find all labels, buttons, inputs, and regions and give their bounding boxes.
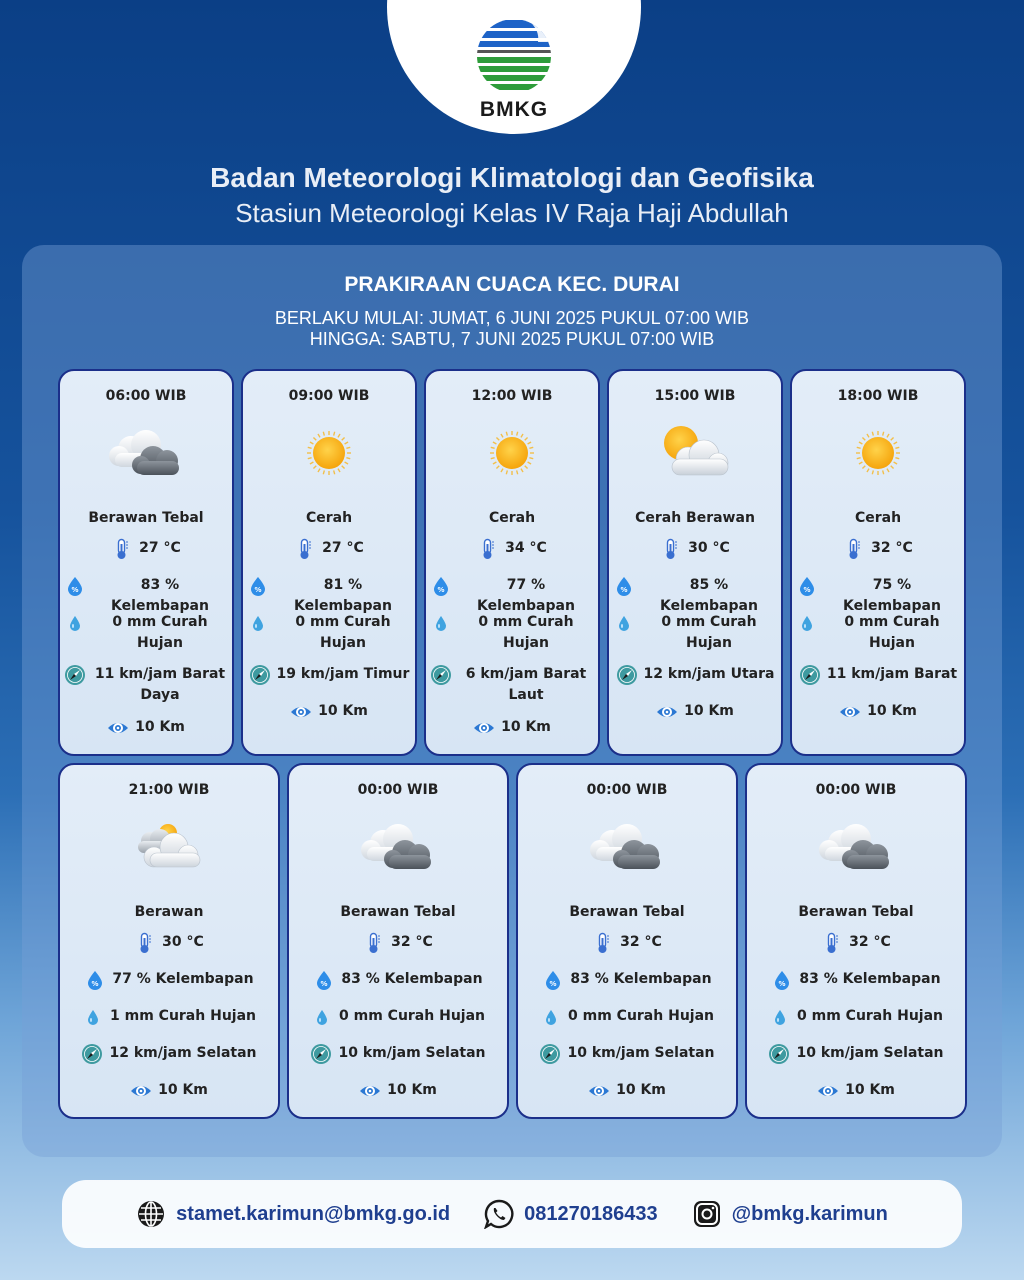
wind-value: 10 km/jam Selatan bbox=[338, 1045, 486, 1061]
wind-row bbox=[64, 664, 228, 706]
humidity-value: 77 % Kelembapan bbox=[477, 577, 575, 614]
forecast-card bbox=[790, 369, 966, 756]
thermometer-icon bbox=[363, 932, 385, 954]
temperature-row bbox=[64, 932, 274, 954]
humidity-value: 81 % Kelembapan bbox=[294, 577, 392, 614]
wind-value: 11 km/jam Barat bbox=[826, 666, 958, 682]
temperature-row bbox=[64, 538, 228, 560]
svg-text:%: % bbox=[620, 586, 628, 594]
logo-text: BMKG bbox=[479, 98, 549, 121]
rainfall-row bbox=[64, 612, 228, 654]
raindrop-icon bbox=[247, 612, 269, 634]
forecast-card bbox=[745, 763, 967, 1119]
visibility-row bbox=[293, 1080, 503, 1102]
humidity-value: 83 % Kelembapan bbox=[570, 971, 712, 987]
weather-condition: Berawan Tebal bbox=[340, 904, 456, 920]
period-time: 15:00 WIB bbox=[654, 388, 736, 404]
thermometer-icon bbox=[843, 538, 865, 560]
thermometer-icon bbox=[134, 932, 156, 954]
visibility-row bbox=[522, 1080, 732, 1102]
period-time: 00:00 WIB bbox=[586, 782, 668, 798]
visibility-eye-icon bbox=[656, 701, 678, 723]
svg-text:%: % bbox=[778, 980, 786, 988]
wind-row bbox=[64, 1043, 274, 1065]
footer-instagram[interactable] bbox=[692, 1199, 888, 1229]
raindrop-icon bbox=[430, 612, 452, 634]
temperature-value: 30 °C bbox=[688, 540, 730, 556]
period-time: 00:00 WIB bbox=[357, 782, 439, 798]
temperature-row bbox=[247, 538, 411, 560]
temperature-value: 32 °C bbox=[849, 934, 891, 950]
svg-text:%: % bbox=[71, 586, 79, 594]
bmkg-logo bbox=[387, 0, 641, 134]
temperature-row bbox=[796, 538, 960, 560]
svg-text:%: % bbox=[320, 980, 328, 988]
instagram-text: @bmkg.karimun bbox=[731, 1202, 888, 1225]
humidity-row bbox=[293, 969, 503, 991]
visibility-row bbox=[64, 1080, 274, 1102]
svg-text:%: % bbox=[91, 980, 99, 988]
visibility-value: 10 Km bbox=[845, 1082, 895, 1098]
humidity-row bbox=[247, 575, 411, 617]
raindrop-icon bbox=[82, 1006, 104, 1028]
email-text: stamet.karimun@bmkg.go.id bbox=[176, 1202, 451, 1225]
wind-value: 12 km/jam Utara bbox=[643, 666, 775, 682]
visibility-value: 10 Km bbox=[318, 703, 368, 719]
wind-value: 11 km/jam Barat Daya bbox=[94, 666, 226, 703]
temperature-row bbox=[751, 932, 961, 954]
thermometer-icon bbox=[294, 538, 316, 560]
humidity-icon bbox=[613, 575, 635, 597]
humidity-icon bbox=[542, 969, 564, 991]
raindrop-icon bbox=[540, 1006, 562, 1028]
sun-cloud-icon bbox=[650, 423, 740, 483]
visibility-row bbox=[796, 701, 960, 723]
wind-value: 6 km/jam Barat Laut bbox=[465, 666, 587, 703]
weather-condition: Berawan bbox=[134, 904, 204, 920]
humidity-icon bbox=[771, 969, 793, 991]
humidity-value: 77 % Kelembapan bbox=[112, 971, 254, 987]
humidity-row bbox=[796, 575, 960, 617]
period-time: 00:00 WIB bbox=[815, 782, 897, 798]
humidity-icon bbox=[84, 969, 106, 991]
period-time: 09:00 WIB bbox=[288, 388, 370, 404]
thermometer-icon bbox=[821, 932, 843, 954]
svg-text:%: % bbox=[549, 980, 557, 988]
rainfall-row bbox=[430, 612, 594, 654]
period-time: 18:00 WIB bbox=[837, 388, 919, 404]
forecast-card bbox=[58, 369, 234, 756]
period-time: 21:00 WIB bbox=[128, 782, 210, 798]
wind-compass-icon bbox=[768, 1043, 790, 1065]
humidity-icon bbox=[796, 575, 818, 597]
svg-text:%: % bbox=[437, 586, 445, 594]
sun-icon bbox=[467, 423, 557, 483]
wind-value: 10 km/jam Selatan bbox=[796, 1045, 944, 1061]
visibility-value: 10 Km bbox=[501, 719, 551, 735]
wind-compass-icon bbox=[616, 664, 638, 686]
raindrop-icon bbox=[613, 612, 635, 634]
rainfall-value: 0 mm Curah Hujan bbox=[797, 1008, 943, 1024]
wind-compass-icon bbox=[64, 664, 86, 686]
rainfall-value: 0 mm Curah Hujan bbox=[844, 614, 940, 651]
visibility-value: 10 Km bbox=[616, 1082, 666, 1098]
cloudy-icon bbox=[124, 817, 214, 877]
humidity-value: 83 % Kelembapan bbox=[111, 577, 209, 614]
instagram-icon bbox=[692, 1199, 722, 1229]
sun-icon bbox=[284, 423, 374, 483]
temperature-row bbox=[613, 538, 777, 560]
humidity-row bbox=[430, 575, 594, 617]
temperature-value: 32 °C bbox=[871, 540, 913, 556]
rainfall-value: 1 mm Curah Hujan bbox=[110, 1008, 256, 1024]
rainfall-row bbox=[293, 1006, 503, 1028]
visibility-row bbox=[613, 701, 777, 723]
humidity-row bbox=[613, 575, 777, 617]
rainfall-value: 0 mm Curah Hujan bbox=[568, 1008, 714, 1024]
wind-compass-icon bbox=[81, 1043, 103, 1065]
overcast-cloud-icon bbox=[353, 817, 443, 877]
rainfall-value: 0 mm Curah Hujan bbox=[661, 614, 757, 651]
temperature-value: 32 °C bbox=[620, 934, 662, 950]
humidity-row bbox=[522, 969, 732, 991]
raindrop-icon bbox=[64, 612, 86, 634]
period-time: 12:00 WIB bbox=[471, 388, 553, 404]
wind-row bbox=[751, 1043, 961, 1065]
raindrop-icon bbox=[311, 1006, 333, 1028]
rainfall-row bbox=[522, 1006, 732, 1028]
humidity-icon bbox=[430, 575, 452, 597]
wind-compass-icon bbox=[249, 664, 271, 686]
sun-icon bbox=[833, 423, 923, 483]
temperature-row bbox=[430, 538, 594, 560]
wind-row bbox=[522, 1043, 732, 1065]
raindrop-icon bbox=[769, 1006, 791, 1028]
temperature-value: 30 °C bbox=[162, 934, 204, 950]
forecast-card bbox=[58, 763, 280, 1119]
weather-condition: Cerah bbox=[488, 510, 536, 526]
visibility-eye-icon bbox=[473, 717, 495, 739]
valid-from: BERLAKU MULAI: JUMAT, 6 JUNI 2025 PUKUL 07:00 WIB bbox=[274, 308, 750, 328]
rainfall-value: 0 mm Curah Hujan bbox=[112, 614, 208, 651]
wind-row bbox=[430, 664, 594, 706]
visibility-eye-icon bbox=[359, 1080, 381, 1102]
rainfall-value: 0 mm Curah Hujan bbox=[295, 614, 391, 651]
humidity-icon bbox=[64, 575, 86, 597]
temperature-value: 27 °C bbox=[139, 540, 181, 556]
thermometer-icon bbox=[592, 932, 614, 954]
visibility-row bbox=[247, 701, 411, 723]
forecast-card bbox=[241, 369, 417, 756]
visibility-eye-icon bbox=[290, 701, 312, 723]
wind-compass-icon bbox=[310, 1043, 332, 1065]
weather-condition: Cerah Berawan bbox=[635, 510, 755, 526]
forecast-card bbox=[516, 763, 738, 1119]
visibility-value: 10 Km bbox=[158, 1082, 208, 1098]
wind-value: 19 km/jam Timur bbox=[276, 666, 410, 682]
weather-condition: Cerah bbox=[854, 510, 902, 526]
thermometer-icon bbox=[660, 538, 682, 560]
wind-row bbox=[247, 664, 411, 686]
overcast-cloud-icon bbox=[582, 817, 672, 877]
visibility-value: 10 Km bbox=[387, 1082, 437, 1098]
forecast-card bbox=[287, 763, 509, 1119]
temperature-row bbox=[293, 932, 503, 954]
globe-icon bbox=[136, 1199, 166, 1229]
wind-compass-icon bbox=[539, 1043, 561, 1065]
humidity-value: 85 % Kelembapan bbox=[660, 577, 758, 614]
footer-phone[interactable] bbox=[484, 1199, 657, 1229]
rainfall-row bbox=[247, 612, 411, 654]
visibility-eye-icon bbox=[130, 1080, 152, 1102]
temperature-value: 34 °C bbox=[505, 540, 547, 556]
wind-row bbox=[796, 664, 960, 686]
footer-contact-bar bbox=[62, 1180, 962, 1248]
wind-compass-icon bbox=[430, 664, 452, 686]
footer-email[interactable] bbox=[136, 1199, 450, 1229]
wind-row bbox=[293, 1043, 503, 1065]
forecast-card bbox=[424, 369, 600, 756]
thermometer-icon bbox=[111, 538, 133, 560]
wind-row bbox=[613, 664, 777, 686]
thermometer-icon bbox=[477, 538, 499, 560]
raindrop-icon bbox=[796, 612, 818, 634]
weather-condition: Berawan Tebal bbox=[569, 904, 685, 920]
humidity-icon bbox=[247, 575, 269, 597]
overcast-cloud-icon bbox=[101, 423, 191, 483]
humidity-value: 83 % Kelembapan bbox=[799, 971, 941, 987]
weather-condition: Berawan Tebal bbox=[798, 904, 914, 920]
wind-value: 12 km/jam Selatan bbox=[109, 1045, 257, 1061]
period-time: 06:00 WIB bbox=[105, 388, 187, 404]
agency-name: Badan Meteorologi Klimatologi dan Geofisika bbox=[210, 162, 814, 193]
visibility-row bbox=[64, 717, 228, 739]
rainfall-row bbox=[613, 612, 777, 654]
whatsapp-icon bbox=[484, 1199, 514, 1229]
humidity-row bbox=[64, 575, 228, 617]
temperature-value: 32 °C bbox=[391, 934, 433, 950]
rainfall-row bbox=[796, 612, 960, 654]
svg-text:%: % bbox=[254, 586, 262, 594]
humidity-row bbox=[751, 969, 961, 991]
temperature-row bbox=[522, 932, 732, 954]
visibility-value: 10 Km bbox=[135, 719, 185, 735]
forecast-title: PRAKIRAAN CUACA KEC. DURAI bbox=[344, 273, 680, 296]
weather-condition: Berawan Tebal bbox=[88, 510, 204, 526]
visibility-eye-icon bbox=[107, 717, 129, 739]
humidity-value: 83 % Kelembapan bbox=[341, 971, 483, 987]
visibility-row bbox=[751, 1080, 961, 1102]
forecast-card bbox=[607, 369, 783, 756]
overcast-cloud-icon bbox=[811, 817, 901, 877]
visibility-value: 10 Km bbox=[684, 703, 734, 719]
humidity-row bbox=[64, 969, 274, 991]
rainfall-row bbox=[64, 1006, 274, 1028]
visibility-eye-icon bbox=[588, 1080, 610, 1102]
visibility-eye-icon bbox=[817, 1080, 839, 1102]
wind-compass-icon bbox=[799, 664, 821, 686]
valid-until: HINGGA: SABTU, 7 JUNI 2025 PUKUL 07:00 WIB bbox=[309, 329, 715, 349]
bmkg-emblem-icon bbox=[468, 18, 560, 94]
svg-text:%: % bbox=[803, 586, 811, 594]
weather-condition: Cerah bbox=[305, 510, 353, 526]
wind-value: 10 km/jam Selatan bbox=[567, 1045, 715, 1061]
rainfall-row bbox=[751, 1006, 961, 1028]
rainfall-value: 0 mm Curah Hujan bbox=[339, 1008, 485, 1024]
phone-text: 081270186433 bbox=[524, 1202, 658, 1225]
humidity-value: 75 % Kelembapan bbox=[843, 577, 941, 614]
rainfall-value: 0 mm Curah Hujan bbox=[478, 614, 574, 651]
visibility-value: 10 Km bbox=[867, 703, 917, 719]
visibility-row bbox=[430, 717, 594, 739]
visibility-eye-icon bbox=[839, 701, 861, 723]
station-name: Stasiun Meteorologi Kelas IV Raja Haji Abdullah bbox=[235, 198, 789, 228]
humidity-icon bbox=[313, 969, 335, 991]
temperature-value: 27 °C bbox=[322, 540, 364, 556]
